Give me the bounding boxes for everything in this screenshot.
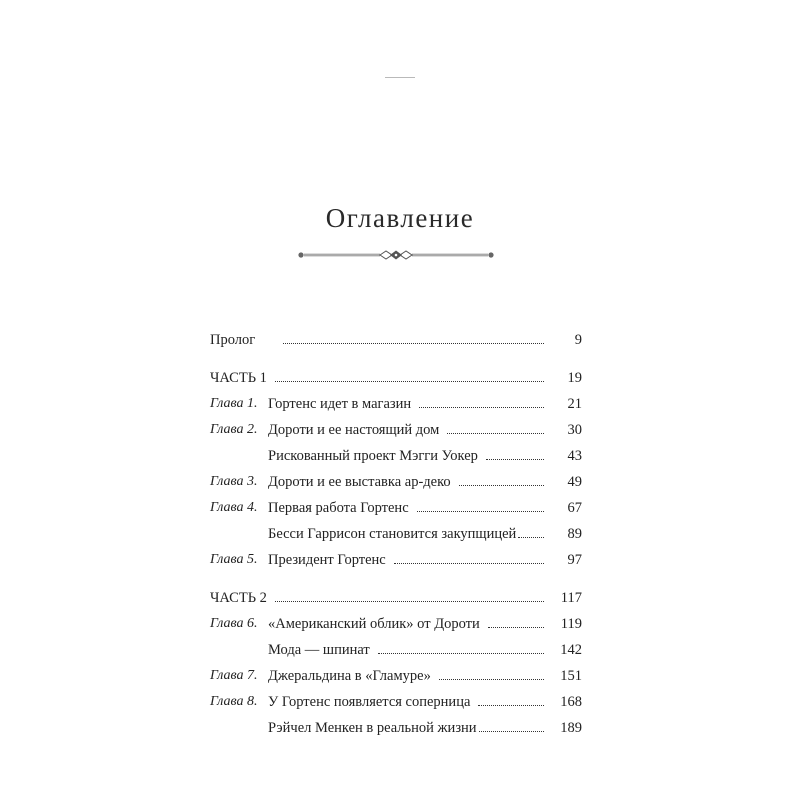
dot-leader	[478, 705, 544, 706]
toc-row-sub[interactable]	[210, 517, 582, 543]
toc-chapter-label: Глава 3.	[210, 474, 258, 489]
dot-leader	[417, 511, 544, 512]
toc-chapter-label: Глава 8.	[210, 694, 258, 709]
toc-chapter-label: Глава 4.	[210, 500, 258, 515]
dot-leader	[479, 731, 544, 732]
toc-chapter-label: Глава 2.	[210, 422, 258, 437]
toc-row-chapter-4[interactable]	[210, 491, 582, 517]
toc-page-number: 49	[567, 474, 582, 490]
toc-row-part-1[interactable]	[210, 361, 582, 387]
toc-page-number: 142	[560, 642, 582, 658]
toc-entry-title: У Гортенс появляется соперница	[268, 694, 471, 710]
dot-leader	[275, 601, 544, 602]
toc-row-chapter-1[interactable]	[210, 387, 582, 413]
toc-entry-title: ЧАСТЬ 2	[210, 590, 267, 606]
toc-entry-title: Пролог	[210, 332, 256, 348]
dot-leader	[488, 627, 544, 628]
toc-page-number: 168	[560, 694, 582, 710]
toc-row-sub[interactable]	[210, 711, 582, 737]
dot-leader	[378, 653, 544, 654]
toc-row-chapter-7[interactable]	[210, 659, 582, 685]
toc-row-chapter-2[interactable]	[210, 413, 582, 439]
toc-row-chapter-6[interactable]	[210, 607, 582, 633]
dot-leader	[447, 433, 544, 434]
toc-chapter-label: Глава 1.	[210, 396, 258, 411]
toc-page-number: 9	[574, 332, 582, 348]
toc-page-number: 21	[567, 396, 582, 412]
page-title: Оглавление	[325, 203, 475, 233]
toc-chapter-label: Глава 7.	[210, 668, 258, 683]
toc-page-number: 89	[567, 526, 582, 542]
dot-leader	[439, 679, 544, 680]
toc-entry-title: «Американский облик» от Дороти	[268, 616, 480, 632]
dot-leader	[394, 563, 544, 564]
toc-entry-title: Дороти и ее выставка ар-деко	[268, 474, 451, 490]
running-header-mark	[385, 77, 415, 78]
toc-row-chapter-3[interactable]	[210, 465, 582, 491]
toc-entry-title: ЧАСТЬ 1	[210, 370, 267, 386]
toc-page-number: 19	[567, 370, 582, 386]
toc-row-sub[interactable]	[210, 633, 582, 659]
toc-row-part-2[interactable]	[210, 581, 582, 607]
toc-entry-title: Гортенс идет в магазин	[268, 396, 412, 412]
toc-row-chapter-5[interactable]	[210, 543, 582, 569]
toc-entry-title: Первая работа Гортенс	[268, 500, 409, 516]
toc-row-chapter-8[interactable]	[210, 685, 582, 711]
toc-entry-title: Дороти и ее настоящий дом	[268, 422, 440, 438]
dot-leader	[518, 537, 544, 538]
toc-entry-title: Бесси Гаррисон становится закупщицей	[268, 526, 517, 542]
toc-page-number: 43	[567, 448, 582, 464]
dot-leader	[486, 459, 544, 460]
toc-page-number: 189	[560, 720, 582, 736]
toc-page-number: 117	[560, 590, 582, 606]
toc-page-number: 119	[560, 616, 582, 632]
toc-entry-title: Джеральдина в «Гламуре»	[268, 668, 431, 684]
dot-leader	[459, 485, 544, 486]
toc-page-number: 30	[567, 422, 582, 438]
toc-page-number: 67	[567, 500, 582, 516]
divider-ornament-icon	[298, 248, 494, 262]
toc-chapter-label: Глава 6.	[210, 616, 258, 631]
toc-row-sub[interactable]	[210, 439, 582, 465]
toc-entry-title: Рискованный проект Мэгги Уокер	[268, 448, 478, 464]
toc-page-number: 97	[567, 552, 582, 568]
toc-chapter-label: Глава 5.	[210, 552, 258, 567]
toc-entry-title: Рэйчел Менкен в реальной жизни	[268, 720, 477, 736]
toc-entry-title: Президент Гортенс	[268, 552, 386, 568]
toc-page-number: 151	[560, 668, 582, 684]
dot-leader	[283, 343, 544, 344]
toc-entry-title: Мода — шпинат	[268, 642, 370, 658]
dot-leader	[275, 381, 544, 382]
toc-row-prologue[interactable]	[210, 323, 582, 349]
dot-leader	[419, 407, 544, 408]
